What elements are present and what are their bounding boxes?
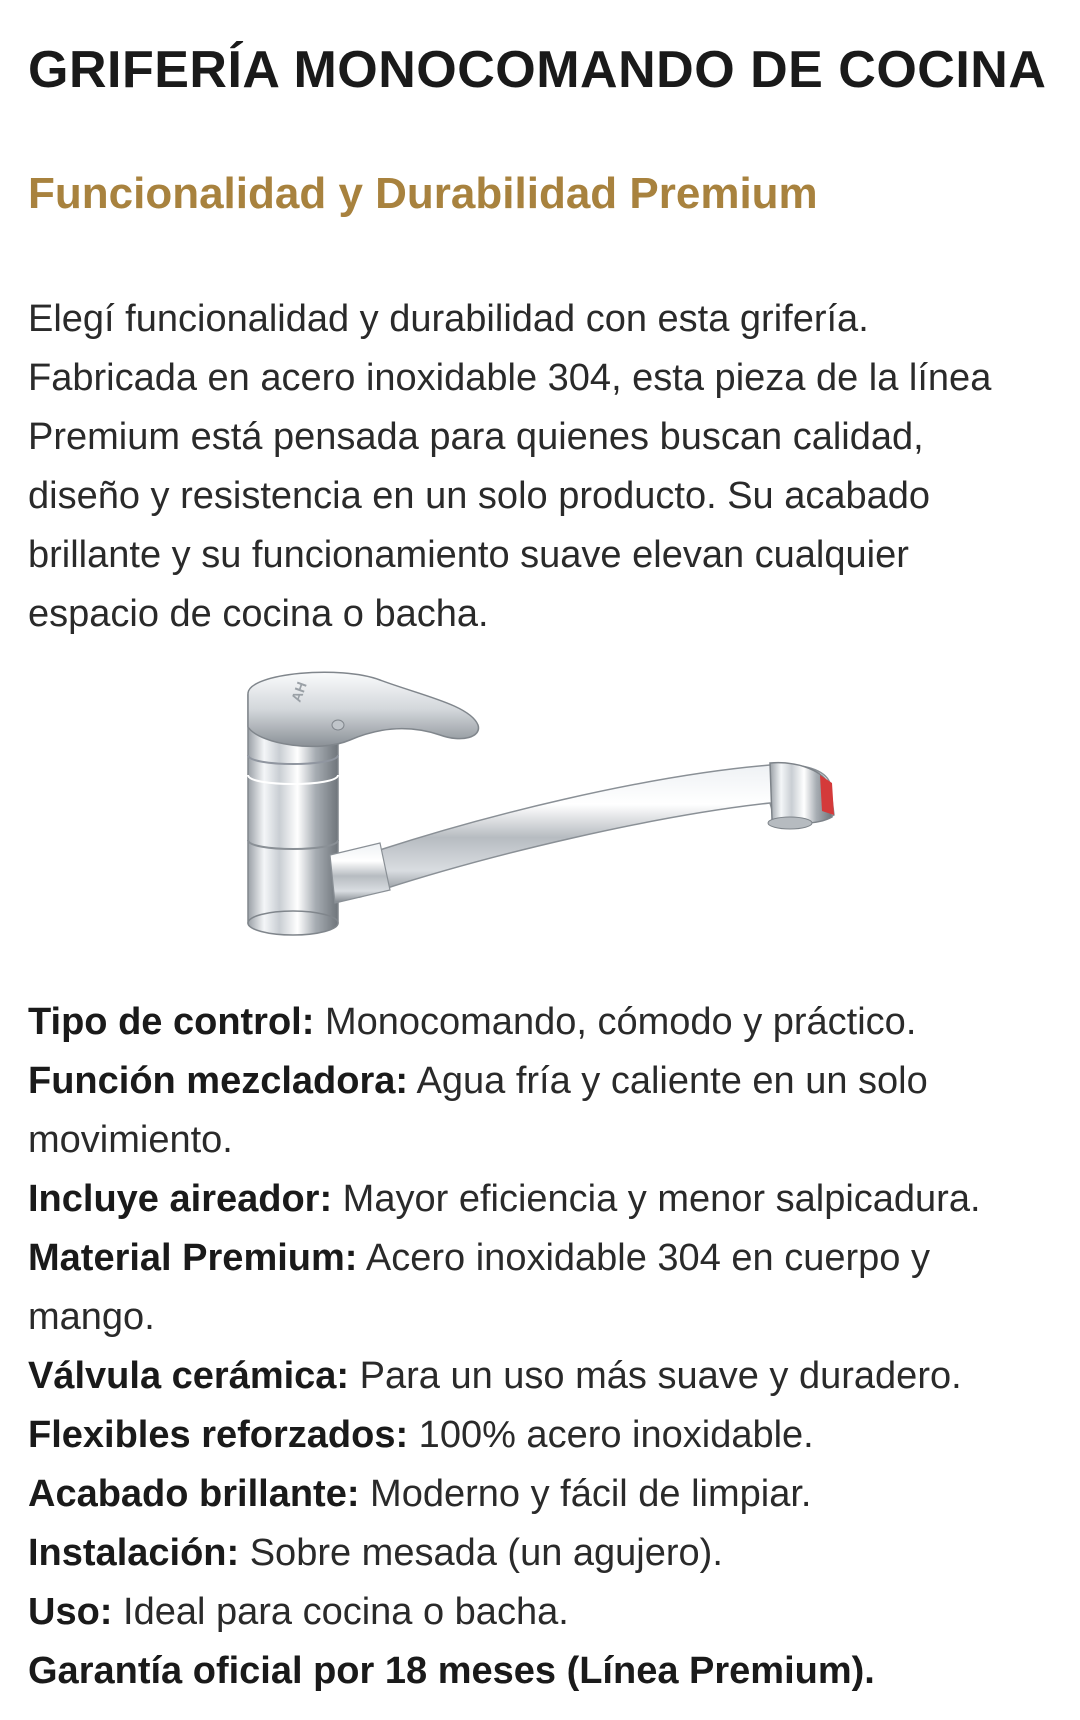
feature-value: 100% acero inoxidable. [408,1414,814,1456]
feature-item [28,1524,1038,1583]
feature-item [28,1170,1038,1229]
warranty-note: Garantía oficial por 18 meses (Línea Premium). [28,1650,875,1692]
feature-value: Para un uso más suave y duradero. [349,1355,962,1397]
faucet-image [230,665,890,955]
feature-item [28,1347,1038,1406]
feature-value: Ideal para cocina o bacha. [112,1591,569,1633]
feature-label: Acabado brillante: [28,1473,360,1515]
feature-value: Moderno y fácil de limpiar. [359,1473,812,1515]
feature-label: Función mezcladora: [28,1060,409,1102]
feature-label: Material Premium: [28,1237,358,1279]
feature-label: Tipo de control: [28,1001,315,1043]
feature-value: Sobre mesada (un agujero). [239,1532,723,1574]
feature-item [28,1052,1038,1170]
feature-item [28,1465,1038,1524]
feature-value: Monocomando, cómodo y práctico. [314,1001,917,1043]
feature-value: Agua fría y caliente en un solo movimiento. [28,1060,928,1161]
feature-label: Instalación: [28,1532,240,1574]
feature-label: Uso: [28,1591,113,1633]
feature-value: Acero inoxidable 304 en cuerpo y mango. [28,1237,930,1338]
intro-paragraph: Elegí funcionalidad y durabilidad con esta grifería. Fabricada en acero inoxidable 304, esta pieza de la línea Premium está pensada para quienes buscan calidad, diseño y resistencia en un solo producto. Su acabado brillante y su funcionamiento suave elevan cualquier espacio de cocina o bacha. [28,298,992,635]
feature-list [28,993,1038,1701]
subtitle: Funcionalidad y Durabilidad Premium [28,169,818,218]
page-title: GRIFERÍA MONOCOMANDO DE COCINA [28,41,1047,99]
feature-label: Válvula cerámica: [28,1355,350,1397]
feature-item [28,1229,1038,1347]
feature-value: Mayor eficiencia y menor salpicadura. [332,1178,981,1220]
feature-item [28,1406,1038,1465]
brand-logo: AH [287,679,310,705]
feature-item [28,1583,1038,1642]
feature-label: Flexibles reforzados: [28,1414,409,1456]
feature-item [28,993,1038,1052]
feature-label: Incluye aireador: [28,1178,333,1220]
